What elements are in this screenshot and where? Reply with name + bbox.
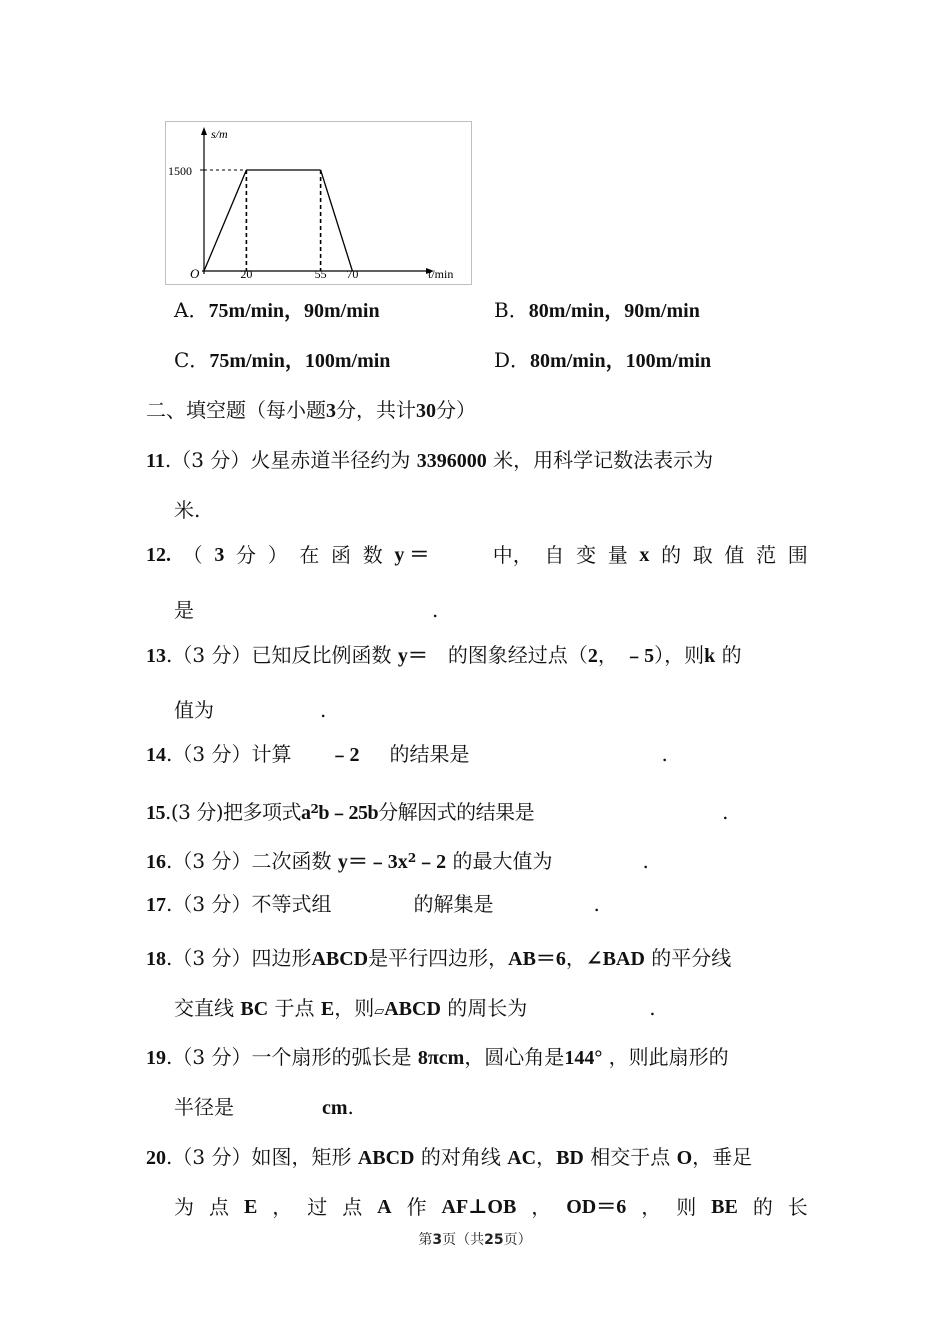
- q11-value: 3396000: [416, 450, 487, 472]
- q19-arc: 8πcm: [417, 1047, 465, 1069]
- q20-c9: 则: [676, 1195, 697, 1219]
- x-axis-label: t/min: [428, 267, 454, 281]
- q19-text3: ，则此扇形的: [608, 1045, 729, 1069]
- q15-a: a: [301, 802, 311, 824]
- y-tick-label: 1500: [168, 164, 192, 178]
- q18-angle: ∠BAD: [585, 948, 645, 970]
- q18-number: 18: [146, 948, 166, 970]
- question-19-cont: [174, 1093, 354, 1122]
- q12-c6: 变: [576, 543, 597, 567]
- q12-c10: 值: [724, 543, 745, 567]
- q13-p2: ﹣5: [624, 645, 655, 667]
- q18-cont3: ，则: [334, 996, 375, 1020]
- q20-be: BE: [711, 1196, 738, 1218]
- q12-y: y: [394, 544, 405, 566]
- question-12: [146, 541, 808, 569]
- question-11-cont: [174, 496, 200, 524]
- q11-text1: 火星赤道半径约为: [250, 448, 411, 472]
- q12-n: 3: [214, 544, 225, 566]
- question-20: 20.（3 分）如图，矩形 ABCD 的对角线 AC，BD 相交于点 O，垂足: [146, 1145, 753, 1169]
- q20-c1: 为: [174, 1195, 194, 1219]
- q20-abcd: ABCD: [357, 1147, 415, 1169]
- q20-af: AF⊥OB: [441, 1196, 517, 1218]
- x-tick-label-55: 55: [314, 267, 327, 281]
- q20-c2: 点: [208, 1195, 229, 1219]
- footer-pre: 第: [418, 1232, 433, 1248]
- q20-e: E: [243, 1196, 258, 1218]
- q12-p2: 分: [236, 543, 257, 567]
- q18-abcd2: ABCD: [384, 998, 441, 1020]
- q20-c7: ，: [531, 1195, 552, 1219]
- q16-number: 16: [146, 851, 166, 873]
- option-a-letter: A．: [174, 298, 209, 322]
- q13-period: .: [320, 698, 327, 722]
- q12-y-eq: [394, 541, 429, 569]
- question-12-cont: [174, 596, 438, 624]
- q15-period: .: [722, 800, 729, 824]
- parallelogram-icon: ▱: [374, 1004, 385, 1019]
- q20-c6: 作: [406, 1195, 427, 1219]
- q18-text2: 是平行四边形，: [368, 946, 509, 970]
- q16-sup: 2: [407, 851, 417, 865]
- q15-rest: b﹣25b: [318, 802, 379, 824]
- q20-od: OD＝6: [566, 1196, 627, 1218]
- q15-score: (3 分): [170, 800, 224, 824]
- q11-text2: 米，用科学记数法表示为: [493, 448, 714, 472]
- q20-text4: ，垂足: [692, 1145, 753, 1169]
- q13-number: 13: [146, 645, 166, 667]
- q12-c12: 围: [787, 543, 808, 567]
- q19-score: （3 分）: [172, 1045, 252, 1069]
- q18-abcd: ABCD: [311, 948, 369, 970]
- question-17: 17.（3 分）不等式组 的解集是 .: [146, 892, 600, 916]
- q13-y: y＝: [397, 645, 428, 667]
- q12-cont: 是: [174, 598, 194, 622]
- q17-period: .: [593, 892, 600, 916]
- q12-number: [146, 541, 171, 569]
- question-11: 11.（3 分）火星赤道半径约为 3396000 米，用科学记数法表示为: [146, 448, 714, 472]
- option-d: [494, 346, 711, 375]
- q20-c4: 过: [307, 1195, 328, 1219]
- q12-c5: 自: [544, 543, 565, 567]
- x-tick-label-20: 20: [240, 267, 253, 281]
- q12-c2: 函: [331, 543, 352, 567]
- q12-c4: 中，: [492, 543, 533, 567]
- y-axis-arrow: [201, 127, 207, 135]
- q12-formula-gap: [441, 541, 481, 569]
- option-a: [174, 296, 380, 325]
- q20-c3: ，: [272, 1195, 293, 1219]
- option-b-text: 80m/min，90m/min: [528, 300, 700, 322]
- page-footer: [0, 1229, 950, 1249]
- q16-score: （3 分）: [172, 849, 252, 873]
- q20-text1: 如图，矩形: [251, 1145, 352, 1169]
- q20-c10: 的: [752, 1195, 773, 1219]
- footer-mid: 页（共: [442, 1232, 485, 1248]
- q16-text1: 二次函数: [251, 849, 332, 873]
- option-b-letter: B．: [494, 298, 529, 322]
- q12-p1: （: [182, 543, 203, 567]
- q20-ac: AC: [507, 1147, 537, 1169]
- q20-comma: ，: [536, 1145, 557, 1169]
- graph-marks: [200, 170, 358, 281]
- q12-c9: 取: [692, 543, 713, 567]
- section-n: 3: [326, 400, 336, 422]
- origin-label: O: [190, 266, 200, 281]
- option-c-letter: C．: [174, 348, 210, 372]
- question-15: 15.(3 分)把多项式$a^2b﹣25b$分解因式的结果是 .: [146, 800, 729, 824]
- q18-period: .: [649, 996, 656, 1020]
- q14-number: 14: [146, 744, 166, 766]
- q16-text2: 的最大值为: [452, 849, 553, 873]
- q19-deg: 144°: [564, 1047, 603, 1069]
- q19-number: 19: [146, 1047, 166, 1069]
- q18-ab: AB＝6: [508, 948, 566, 970]
- question-13: 13.（3 分）已知反比例函数 y＝ 的图象经过点（2， ﹣5），则k 的: [146, 643, 742, 667]
- option-c-text: 75m/min，100m/min: [209, 350, 391, 372]
- q14-score: （3 分）: [172, 742, 252, 766]
- q13-text3: ），则: [654, 643, 705, 667]
- q12-c8: 的: [661, 543, 682, 567]
- question-20-cont: [174, 1193, 808, 1221]
- question-18-cont: [174, 994, 656, 1026]
- q19-unit: cm: [322, 1097, 348, 1119]
- q18-text1: 四边形: [251, 946, 312, 970]
- q13-p1: 2: [587, 645, 598, 667]
- footer-page-number: 3: [432, 1232, 443, 1248]
- q20-score: （3 分）: [172, 1145, 252, 1169]
- q17-number: 17: [146, 894, 166, 916]
- distance-time-graph: [165, 121, 472, 285]
- q13-comma: ，: [597, 643, 618, 667]
- q12-eq: ＝: [409, 544, 430, 566]
- q15-text2: 分解因式的结果是: [378, 800, 535, 824]
- q19-period: .: [347, 1095, 354, 1119]
- q18-text3: 的平分线: [651, 946, 732, 970]
- q19-text1: 一个扇形的弧长是: [251, 1045, 412, 1069]
- q20-c5: 点: [342, 1195, 363, 1219]
- q14-period: .: [661, 742, 668, 766]
- section-heading: [146, 396, 476, 425]
- option-b: [494, 296, 700, 325]
- q13-cont: 值为: [174, 698, 214, 722]
- q11-number: 11: [146, 450, 165, 472]
- q15-number: 15: [146, 802, 165, 824]
- q14-expr: ﹣2: [329, 744, 360, 766]
- q12-c3: 数: [362, 543, 383, 567]
- q20-a: A: [377, 1196, 392, 1218]
- q13-text1: 已知反比例函数: [251, 643, 392, 667]
- option-d-text: 80m/min，100m/min: [530, 350, 712, 372]
- footer-post: 页）: [503, 1232, 532, 1248]
- x-tick-label-70: 70: [346, 267, 359, 281]
- option-c: [174, 346, 390, 375]
- option-d-letter: D．: [494, 348, 531, 372]
- q20-text2: 的对角线: [420, 1145, 501, 1169]
- q18-score: （3 分）: [172, 946, 252, 970]
- q20-c8: ，: [641, 1195, 662, 1219]
- q20-c11: 长: [787, 1195, 808, 1219]
- q12-period: .: [432, 598, 439, 622]
- q14-text1: 计算: [251, 742, 292, 766]
- section-post: 分）: [436, 398, 476, 422]
- section-total: 30: [416, 400, 436, 422]
- q14-text2: 的结果是: [389, 742, 470, 766]
- q12-c7: 量: [607, 543, 628, 567]
- series-segment-1: [204, 170, 246, 271]
- q20-text3: 相交于点: [590, 1145, 671, 1169]
- q20-number: 20: [146, 1147, 166, 1169]
- q20-o: O: [676, 1147, 693, 1169]
- q13-k: k: [704, 645, 716, 667]
- question-16: 16.（3 分）二次函数 $y=﹣3x^2﹣2$ 的最大值为 .: [146, 849, 649, 873]
- q13-score: （3 分）: [172, 643, 252, 667]
- q13-text2: 的图象经过点（: [447, 643, 588, 667]
- q18-comma: ，: [565, 946, 586, 970]
- q18-e: E: [320, 998, 335, 1020]
- q18-cont4: 的周长为: [447, 996, 528, 1020]
- q20-bd: BD: [556, 1147, 584, 1169]
- q17-text2: 的解集是: [413, 892, 494, 916]
- question-18: 18.（3 分）四边形ABCD是平行四边形，AB＝6，∠BAD 的平分线: [146, 946, 732, 970]
- q12-num: 12: [146, 544, 166, 566]
- q16-period: .: [642, 849, 649, 873]
- q18-cont1: 交直线: [174, 996, 234, 1020]
- q13-text4: 的: [721, 643, 742, 667]
- q11-cont: 米.: [174, 498, 201, 522]
- q18-bc: BC: [240, 998, 269, 1020]
- section-mid: 分，共计: [336, 398, 416, 422]
- graph-svg: [166, 122, 471, 284]
- footer-total-pages: 25: [484, 1232, 504, 1248]
- q12-c11: 范: [756, 543, 777, 567]
- q12-p3: ）: [267, 543, 288, 567]
- q16-expr1: y＝﹣3x: [337, 851, 408, 873]
- question-14: 14.（3 分）计算 ﹣2 的结果是 .: [146, 742, 668, 766]
- q15-text1: 把多项式: [223, 800, 302, 824]
- q17-score: （3 分）: [172, 892, 252, 916]
- y-axis-label: s/m: [211, 127, 228, 141]
- q12-dot: .: [166, 544, 171, 566]
- q19-text2: ，圆心角是: [464, 1045, 565, 1069]
- q16-expr2: ﹣2: [416, 851, 447, 873]
- series-segment-3: [321, 170, 353, 271]
- q12-c1: 在: [299, 543, 320, 567]
- question-13-cont: [174, 696, 326, 724]
- q11-score: （3 分）: [171, 448, 251, 472]
- q19-cont: 半径是: [174, 1095, 234, 1119]
- q17-text1: 不等式组: [251, 892, 332, 916]
- q12-x: x: [639, 544, 650, 566]
- q18-cont2: 于点: [274, 996, 315, 1020]
- option-a-text: 75m/min，90m/min: [208, 300, 380, 322]
- question-19: 19.（3 分）一个扇形的弧长是 8πcm，圆心角是144° ，则此扇形的: [146, 1045, 729, 1069]
- section-pre: 二、填空题（每小题: [146, 398, 326, 422]
- q15-sup: 2: [310, 802, 319, 816]
